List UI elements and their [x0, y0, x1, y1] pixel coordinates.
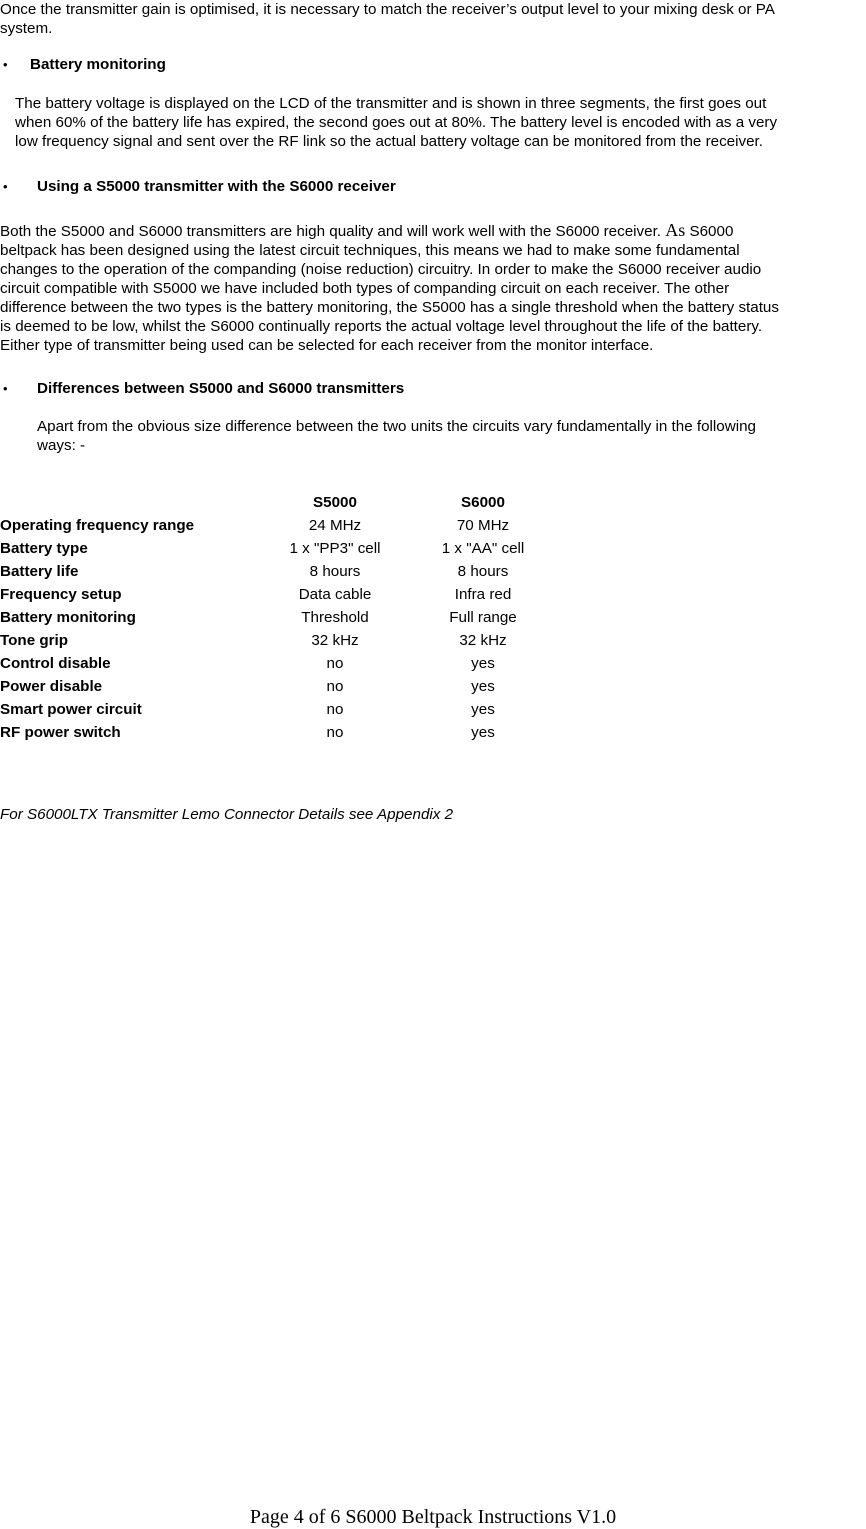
- s6000-value: 32 kHz: [459, 632, 507, 649]
- table-row: [0, 723, 866, 746]
- paragraph-line: Either type of transmitter being used can be selected for each receiver from the monitor interface.: [0, 337, 654, 354]
- table-row: [0, 631, 866, 654]
- table-row: [0, 608, 866, 631]
- differences-heading: Differences between S5000 and S6000 transmitters: [37, 380, 405, 397]
- table-header-s5000: S5000: [313, 494, 357, 511]
- row-label: RF power switch: [0, 724, 121, 741]
- differences-paragraph: [37, 417, 865, 455]
- paragraph-line: The battery voltage is displayed on the LCD of the transmitter and is shown in three segments, the first goes out: [15, 95, 767, 112]
- s5000-value: Threshold: [301, 609, 369, 626]
- table-header-row: [0, 493, 866, 516]
- table-row: [0, 700, 866, 723]
- s6000-value: yes: [471, 701, 495, 718]
- s5000-value: no: [326, 701, 344, 718]
- s6000-value: Full range: [449, 609, 517, 626]
- appendix-note: For S6000LTX Transmitter Lemo Connector Details see Appendix 2: [0, 806, 454, 823]
- row-label: Power disable: [0, 678, 103, 695]
- table-row: [0, 585, 866, 608]
- row-label: Smart power circuit: [0, 701, 142, 718]
- s5000-value: 32 kHz: [311, 632, 359, 649]
- s5000-value: 1 x "PP3" cell: [289, 540, 381, 557]
- s6000-value: Infra red: [454, 586, 512, 603]
- comparison-table: [0, 493, 866, 753]
- s6000-value: yes: [471, 678, 495, 695]
- paragraph-line: beltpack has been designed using the latest circuit techniques, this means we had to make some fundamental: [0, 242, 740, 259]
- row-label: Tone grip: [0, 632, 69, 649]
- paragraph-line: difference between the two types is the battery monitoring, the S5000 has a single threshold when the battery status: [0, 299, 779, 316]
- paragraph-text: S6000: [685, 223, 734, 240]
- paragraph-line: Apart from the obvious size difference between the two units the circuits vary fundamentally in the following: [37, 418, 756, 435]
- bullet-icon: •: [3, 57, 8, 72]
- paragraph-line: circuit compatible with S5000 we have included both types of companding circuit on each receiver. The other: [0, 280, 730, 297]
- row-label: Frequency setup: [0, 586, 122, 603]
- page-footer: Page 4 of 6 S6000 Beltpack Instructions V1.0: [249, 1506, 617, 1528]
- s6000-value: 8 hours: [457, 563, 509, 580]
- paragraph-text-serif: As: [665, 220, 686, 240]
- bullet-icon: •: [3, 381, 8, 396]
- s6000-value: 1 x "AA" cell: [441, 540, 525, 557]
- s5000-value: Data cable: [298, 586, 372, 603]
- table-header-s6000: S6000: [461, 494, 505, 511]
- row-label: Battery type: [0, 540, 88, 557]
- s6000-value: yes: [471, 655, 495, 672]
- s5000-value: 24 MHz: [308, 517, 362, 534]
- row-label: Battery monitoring: [0, 609, 136, 626]
- table-row: [0, 677, 866, 700]
- paragraph-line: changes to the operation of the companding (noise reduction) circuitry. In order to make the S6000 receiver audio: [0, 261, 762, 278]
- s5000-value: no: [326, 655, 344, 672]
- s6000-value: yes: [471, 724, 495, 741]
- row-label: Control disable: [0, 655, 111, 672]
- battery-monitoring-paragraph: [15, 94, 865, 151]
- paragraph-line: ways: -: [37, 437, 86, 454]
- paragraph-line: low frequency signal and sent over the RF link so the actual battery voltage can be monitored from the receiver.: [15, 133, 763, 150]
- intro-line: Once the transmitter gain is optimised, it is necessary to match the receiver’s output level to your mixing desk or PA: [0, 1, 775, 18]
- intro-line: system.: [0, 20, 53, 37]
- table-row: [0, 516, 866, 539]
- row-label: Operating frequency range: [0, 517, 195, 534]
- paragraph-line: is deemed to be low, whilst the S6000 continually reports the actual voltage level throughout the life of the battery.: [0, 318, 763, 335]
- bullet-icon: •: [3, 179, 8, 194]
- battery-monitoring-heading: Battery monitoring: [30, 56, 166, 73]
- paragraph-text: Both the S5000 and S6000 transmitters are high quality and will work well with the S6000 receiver.: [0, 223, 666, 240]
- s5000-value: no: [326, 724, 344, 741]
- s5000-section-heading: Using a S5000 transmitter with the S6000 receiver: [37, 178, 396, 195]
- table-row: [0, 654, 866, 677]
- intro-paragraph: [0, 0, 866, 38]
- paragraph-line: [0, 221, 866, 241]
- s5000-value: no: [326, 678, 344, 695]
- s6000-value: 70 MHz: [456, 517, 510, 534]
- row-label: Battery life: [0, 563, 79, 580]
- table-row: [0, 539, 866, 562]
- table-row: [0, 562, 866, 585]
- s5000-value: 8 hours: [309, 563, 361, 580]
- paragraph-line: when 60% of the battery life has expired, the second goes out at 80%. The battery level is encoded with as a very: [15, 114, 778, 131]
- s5000-section-paragraph: [0, 221, 866, 355]
